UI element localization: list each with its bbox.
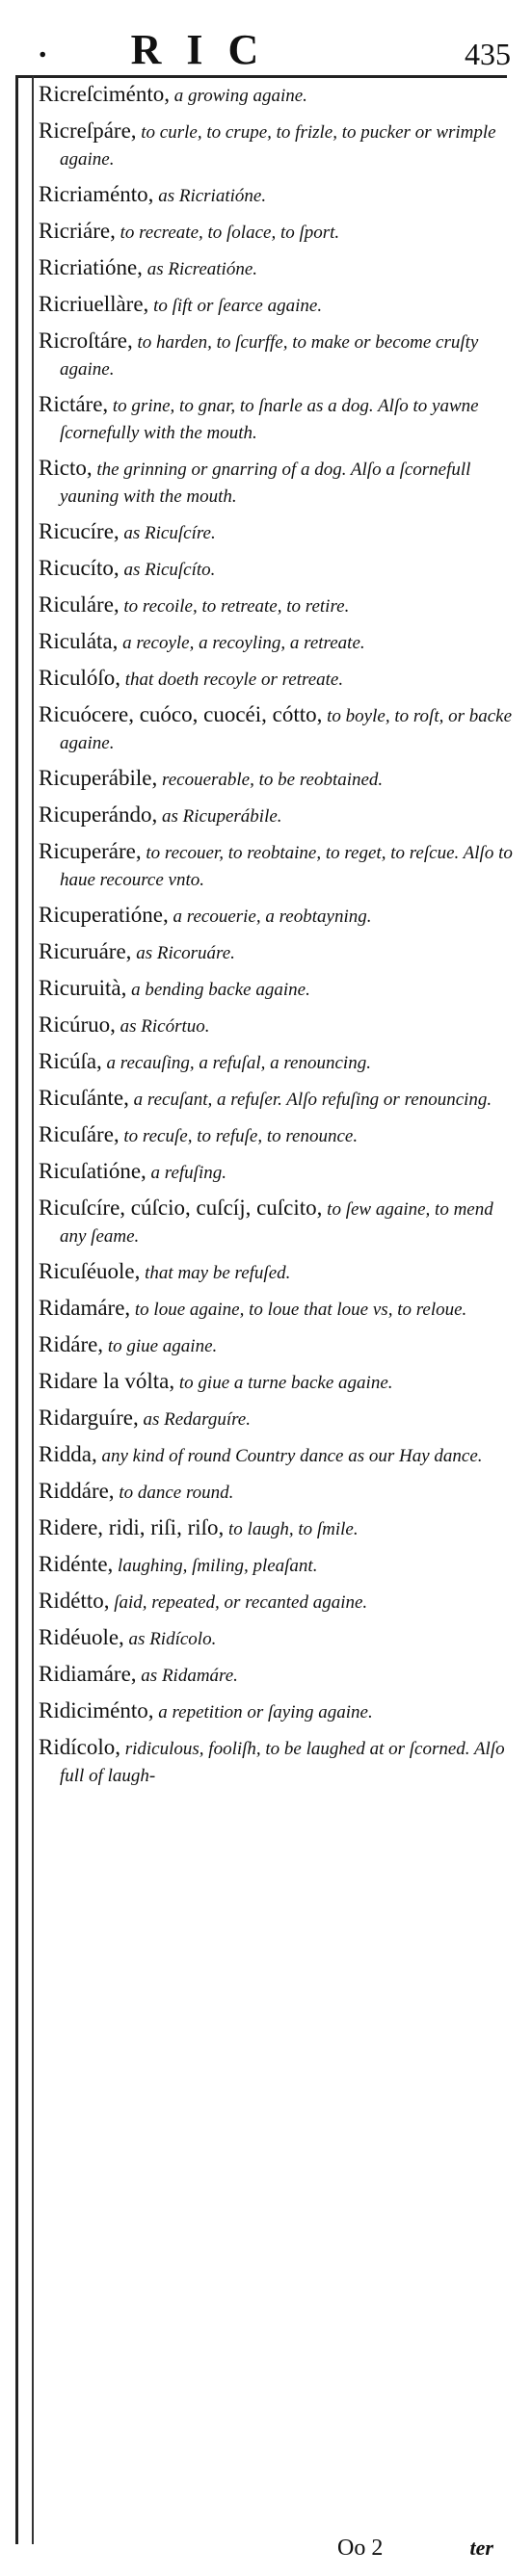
entry xyxy=(39,938,515,975)
entry xyxy=(39,1405,515,1441)
entry xyxy=(39,1514,515,1551)
entry-headword: Ridarguíre, xyxy=(39,1406,139,1430)
running-head: RIC xyxy=(130,26,284,73)
signature-mark: Oo 2 xyxy=(337,2536,384,2561)
entry xyxy=(39,1121,515,1158)
entry-headword: Ricuruáre, xyxy=(39,939,132,963)
entry xyxy=(39,628,515,665)
entry-definition: as Ricórtuo. xyxy=(115,1016,210,1037)
entry-definition: to harden, to ſcurffe, to make or become cruſty againe. xyxy=(60,332,479,380)
entry xyxy=(39,1697,515,1734)
entry-definition: a recouerie, a reobtayning. xyxy=(168,907,372,927)
entry xyxy=(39,802,515,838)
entry-definition: to recuſe, to refuſe, to renounce. xyxy=(119,1126,359,1146)
entry-headword: Ricriatióne, xyxy=(39,255,143,279)
entry-headword: Ricuócere, cuóco, cuocéi, cótto, xyxy=(39,702,323,726)
entry-definition: a bending backe againe. xyxy=(126,980,310,1000)
entry xyxy=(39,665,515,701)
entry-headword: Ricuperábile, xyxy=(39,766,158,790)
entry xyxy=(39,838,515,902)
entry-definition: that doeth recoyle or retreate. xyxy=(120,670,344,690)
entry xyxy=(39,254,515,291)
entry-headword: Ridénte, xyxy=(39,1552,114,1576)
entry-headword: Ricucíto, xyxy=(39,556,120,580)
entry-definition: as Ridamáre. xyxy=(136,1666,238,1686)
entry xyxy=(39,1085,515,1121)
entry xyxy=(39,391,515,455)
entry xyxy=(39,518,515,555)
entry-definition: as Ricriatióne. xyxy=(153,186,267,206)
entry-headword: Ricreſciménto, xyxy=(39,82,171,106)
entry xyxy=(39,118,515,181)
entry-definition: recouerable, to be reobtained. xyxy=(157,770,384,790)
entry-headword: Ridícolo, xyxy=(39,1735,120,1759)
entry-definition: a repetition or ſaying againe. xyxy=(153,1702,373,1722)
entry xyxy=(39,291,515,328)
entry-headword: Riculáre, xyxy=(39,592,120,617)
entry xyxy=(39,701,515,765)
entry xyxy=(39,1012,515,1048)
entry-headword: Ridéuole, xyxy=(39,1625,124,1649)
entry xyxy=(39,1048,515,1085)
entry-headword: Ricúſa, xyxy=(39,1049,102,1073)
top-rule xyxy=(15,75,507,78)
entry xyxy=(39,1331,515,1368)
page-header xyxy=(0,17,532,75)
entry-headword: Riddáre, xyxy=(39,1479,115,1503)
entry-definition: as Ricreatióne. xyxy=(142,259,258,279)
entry xyxy=(39,1195,515,1258)
margin-rule xyxy=(15,75,34,2544)
entry-definition: as Ricuſcíre. xyxy=(119,523,216,543)
entry-headword: Ricroſtáre, xyxy=(39,329,133,353)
entry-definition: to ſew againe, to mend any ſeame. xyxy=(60,1199,493,1247)
entry-headword: Ricuperándo, xyxy=(39,802,158,827)
entry-definition: as Ricuſcíto. xyxy=(119,560,216,580)
entry-headword: Ricucíre, xyxy=(39,519,120,543)
entry-headword: Ricriuellàre, xyxy=(39,292,149,316)
page-number: 435 xyxy=(465,37,511,71)
entry-definition: ſaid, repeated, or recanted againe. xyxy=(109,1592,368,1613)
entry-headword: Ricto, xyxy=(39,456,93,480)
entry xyxy=(39,1734,515,1798)
entry-headword: Ricuſánte, xyxy=(39,1086,129,1110)
entry-headword: Ridamáre, xyxy=(39,1296,131,1320)
entry-definition: that may be refuſed. xyxy=(140,1263,291,1283)
entry xyxy=(39,328,515,391)
entry-definition: as Ricuperábile. xyxy=(157,806,282,827)
entry xyxy=(39,555,515,591)
entry-headword: Ricriaménto, xyxy=(39,182,154,206)
entry-headword: Rictáre, xyxy=(39,392,109,416)
entry xyxy=(39,1588,515,1624)
entry-definition: to loue againe, to loue that loue vs, to reloue. xyxy=(130,1300,467,1320)
entry-headword: Ricuſcíre, cúſcio, cuſcíj, cuſcito, xyxy=(39,1196,323,1220)
entry xyxy=(39,1624,515,1661)
entry-headword: Ricuruità, xyxy=(39,976,127,1000)
entry xyxy=(39,1158,515,1195)
entry-definition: a growing againe. xyxy=(170,86,307,106)
entry-definition: as Ridícolo. xyxy=(123,1629,217,1649)
entry-definition: a recoyle, a recoyling, a retreate. xyxy=(118,633,365,653)
header-dot: . xyxy=(39,29,47,65)
entry-definition: to ſift or ſearce againe. xyxy=(148,296,323,316)
entry xyxy=(39,1478,515,1514)
entry xyxy=(39,181,515,218)
entry-definition: any kind of round Country dance as our Hay dance. xyxy=(96,1446,483,1466)
entry xyxy=(39,218,515,254)
entry-headword: Ricuſáre, xyxy=(39,1122,120,1146)
entry-definition: as Redarguíre. xyxy=(138,1409,251,1430)
entry-headword: Ricriáre, xyxy=(39,219,116,243)
entry-headword: Ridere, ridi, riſi, riſo, xyxy=(39,1515,225,1539)
entry-definition: to boyle, to roſt, or backe againe. xyxy=(60,706,513,753)
entry xyxy=(39,765,515,802)
entry-definition: to recoile, to retreate, to retire. xyxy=(119,596,350,617)
entry-headword: Riculóſo, xyxy=(39,666,120,690)
entry xyxy=(39,591,515,628)
entry-headword: Ricúruo, xyxy=(39,1012,116,1037)
entry-headword: Ridda, xyxy=(39,1442,97,1466)
entry-headword: Ricreſpáre, xyxy=(39,118,137,143)
entry xyxy=(39,455,515,518)
entry-list xyxy=(39,81,515,1798)
entry-headword: Ricuperáre, xyxy=(39,839,142,863)
entry xyxy=(39,1441,515,1478)
entry xyxy=(39,975,515,1012)
entry xyxy=(39,1258,515,1295)
catchword: ter xyxy=(469,2536,493,2560)
entry xyxy=(39,1368,515,1405)
entry-headword: Ricuperatióne, xyxy=(39,903,169,927)
entry-definition: to giue a turne backe againe. xyxy=(174,1373,393,1393)
entry-definition: to grine, to gnar, to ſnarle as a dog. Alſo to yawne ſcornefully with the mouth. xyxy=(60,396,479,443)
entry-headword: Ridáre, xyxy=(39,1332,104,1356)
entry-definition: a refuſing. xyxy=(146,1163,226,1183)
entry-definition: to dance round. xyxy=(114,1483,234,1503)
entry-headword: Ricuſatióne, xyxy=(39,1159,146,1183)
page-footer xyxy=(0,2536,532,2570)
entry-definition: the grinning or gnarring of a dog. Alſo a ſcornefull yauning with the mouth. xyxy=(60,460,471,507)
entry-headword: Ricuſéuole, xyxy=(39,1259,141,1283)
entry-headword: Ridiciménto, xyxy=(39,1698,154,1722)
entry xyxy=(39,1551,515,1588)
entry-definition: laughing, ſmiling, pleaſant. xyxy=(113,1556,318,1576)
entry xyxy=(39,81,515,118)
entry-headword: Ridare la vólta, xyxy=(39,1369,175,1393)
entry-definition: to giue againe. xyxy=(103,1336,218,1356)
entry xyxy=(39,1661,515,1697)
entry-headword: Ridétto, xyxy=(39,1589,110,1613)
entry-headword: Ridiamáre, xyxy=(39,1662,137,1686)
entry-definition: a recuſant, a refuſer. Alſo refuſing or renouncing. xyxy=(128,1090,492,1110)
entry xyxy=(39,1295,515,1331)
entry-definition: a recauſing, a refuſal, a renouncing. xyxy=(101,1053,371,1073)
entry-definition: ridiculous, fooliſh, to be laughed at or ſcorned. Alſo full of laugh- xyxy=(60,1739,505,1786)
entry xyxy=(39,902,515,938)
entry-definition: to recouer, to reobtaine, to reget, to reſcue. Alſo to haue recource vnto. xyxy=(60,843,513,890)
entry-definition: to recreate, to ſolace, to ſport. xyxy=(115,223,340,243)
entry-definition: to laugh, to ſmile. xyxy=(224,1519,359,1539)
entry-definition: to curle, to crupe, to frizle, to pucker or wrimple againe. xyxy=(60,122,496,170)
entry-headword: Riculáta, xyxy=(39,629,119,653)
entry-definition: as Ricoruáre. xyxy=(131,943,235,963)
